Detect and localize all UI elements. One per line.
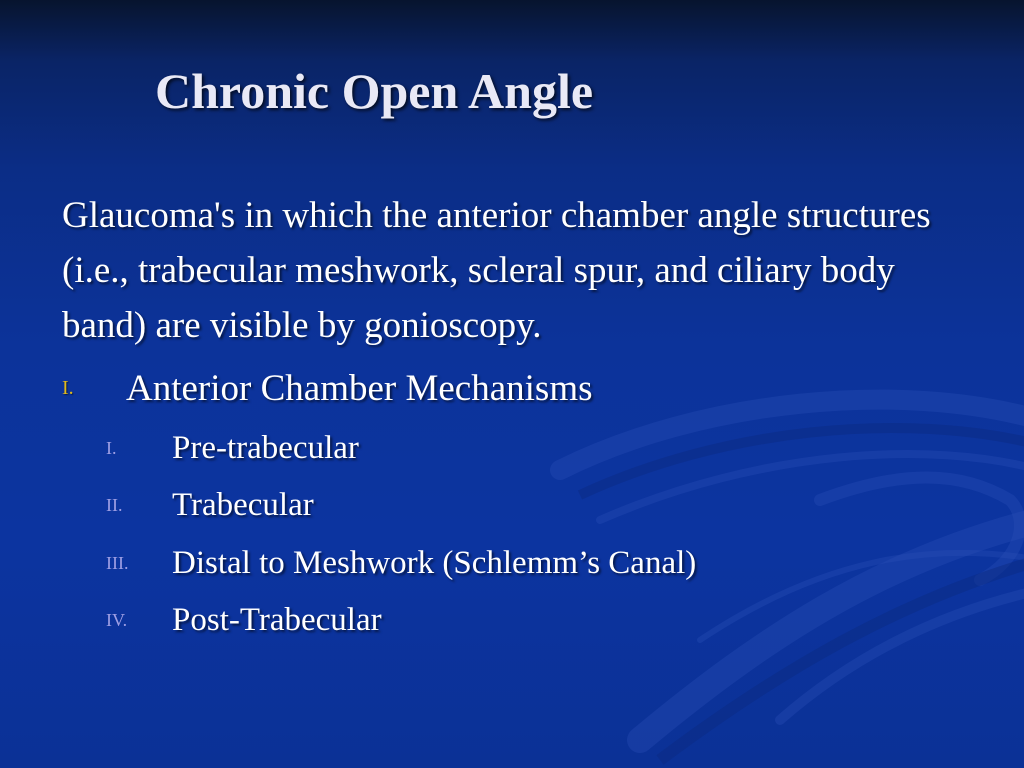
sub-item-post-trabecular	[106, 597, 806, 643]
definition-paragraph: Glaucoma's in which the anterior chamber angle structures (i.e., trabecular meshwork, scleral spur, and ciliary body band) are visible by gonioscopy.	[62, 195, 931, 346]
sub-item-number: III.	[106, 552, 129, 573]
outline-item-anterior-chamber-mechanisms	[62, 362, 593, 414]
sub-item-label: Post-Trabecular	[172, 601, 382, 638]
sub-item-number: II.	[106, 494, 123, 515]
sub-item-number: IV.	[106, 609, 128, 630]
sub-item-label: Distal to Meshwork (Schlemm’s Canal)	[172, 544, 697, 581]
sub-item-trabecular	[106, 482, 806, 528]
outline-number: I.	[62, 376, 74, 399]
sub-item-pre-trabecular	[106, 425, 806, 471]
sub-item-label: Trabecular	[172, 486, 314, 523]
sub-item-label: Pre-trabecular	[172, 429, 359, 466]
sub-item-distal-to-meshwork	[106, 540, 806, 586]
slide-title: Chronic Open Angle	[155, 63, 594, 119]
outline-label: Anterior Chamber Mechanisms	[126, 367, 593, 409]
sub-item-number: I.	[106, 437, 117, 458]
